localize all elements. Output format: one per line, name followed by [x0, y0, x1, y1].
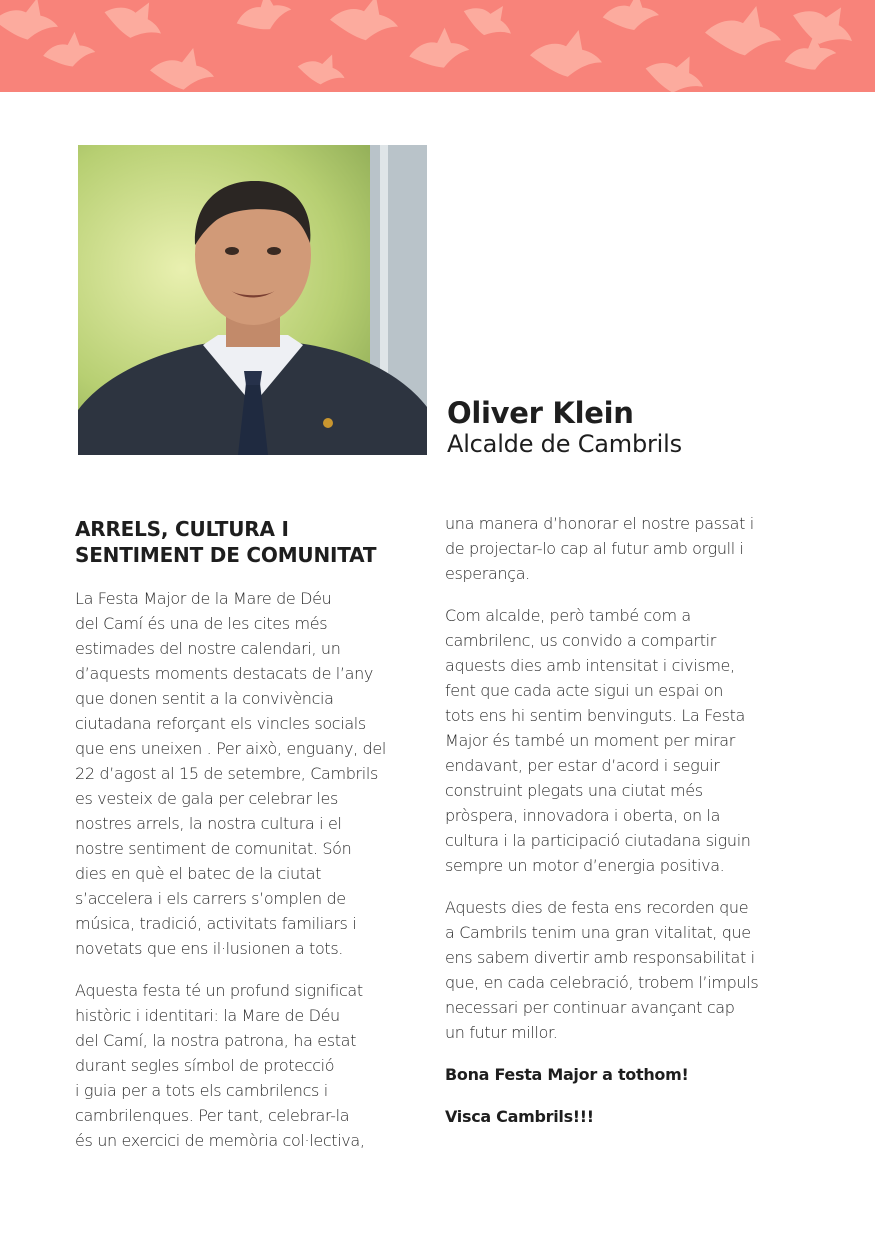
text-line: Major és també un moment per mirar	[445, 731, 735, 750]
article-column-left	[75, 516, 415, 1170]
article-column-right	[445, 511, 785, 1146]
portrait-photo	[78, 145, 427, 455]
text-line: que donen sentit a la convivència	[75, 689, 334, 708]
text-line: s’accelera i els carrers s’omplen de	[75, 889, 346, 908]
text-line: nostre sentiment de comunitat. Són	[75, 839, 352, 858]
text-line: una manera d’honorar el nostre passat i	[445, 514, 754, 533]
text-line: música, tradició, activitats familiars i	[75, 914, 357, 933]
heading-line: ARRELS, CULTURA I	[75, 517, 289, 541]
text-line: es vesteix de gala per celebrar les	[75, 789, 339, 808]
text-line: esperança.	[445, 564, 530, 583]
text-line: un futur millor.	[445, 1023, 558, 1042]
text-line: del Camí és una de les cites més	[75, 614, 328, 633]
text-line: cultura i la participació ciutadana siguin	[445, 831, 751, 850]
person-role: Alcalde de Cambrils	[447, 430, 682, 458]
header-banner	[0, 0, 875, 92]
text-line: endavant, per estar d’acord i seguir	[445, 756, 720, 775]
text-line: dies en què el batec de la ciutat	[75, 864, 322, 883]
text-line: estimades del nostre calendari, un	[75, 639, 341, 658]
text-line: és un exercici de memòria col·lectiva,	[75, 1131, 365, 1150]
text-line: tots ens hi sentim benvinguts. La Festa	[445, 706, 746, 725]
text-line: que ens uneixen . Per això, enguany, del	[75, 739, 386, 758]
paragraph	[445, 603, 785, 878]
text-line: del Camí, la nostra patrona, ha estat	[75, 1031, 357, 1050]
text-line: Aquesta festa té un profund significat	[75, 981, 363, 1000]
text-line: ens sabem divertir amb responsabilitat i	[445, 948, 755, 967]
text-line: La Festa Major de la Mare de Déu	[75, 589, 332, 608]
paragraph	[75, 978, 415, 1153]
article-heading	[75, 516, 415, 568]
text-line: ciutadana reforçant els vincles socials	[75, 714, 366, 733]
paragraph	[445, 511, 785, 586]
text-line: nostres arrels, la nostra cultura i el	[75, 814, 342, 833]
text-line: de projectar-lo cap al futur amb orgull i	[445, 539, 744, 558]
text-line: històric i identitari: la Mare de Déu	[75, 1006, 340, 1025]
text-line: aquests dies amb intensitat i civisme,	[445, 656, 735, 675]
text-line: pròspera, innovadora i oberta, on la	[445, 806, 721, 825]
closing-greeting: Bona Festa Major a tothom!	[445, 1065, 689, 1084]
paragraph	[75, 586, 415, 961]
closing-cheer: Visca Cambrils!!!	[445, 1107, 594, 1126]
heading-line: SENTIMENT DE COMUNITAT	[75, 543, 377, 567]
person-name: Oliver Klein	[447, 396, 634, 430]
text-line: sempre un motor d’energia positiva.	[445, 856, 725, 875]
text-line: novetats que ens il·lusionen a tots.	[75, 939, 344, 958]
text-line: Com alcalde, però també com a	[445, 606, 691, 625]
text-line: 22 d’agost al 15 de setembre, Cambrils	[75, 764, 378, 783]
text-line: d’aquests moments destacats de l’any	[75, 664, 374, 683]
text-line: necessari per continuar avançant cap	[445, 998, 735, 1017]
text-line: que, en cada celebració, trobem l’impuls	[445, 973, 759, 992]
text-line: fent que cada acte sigui un espai on	[445, 681, 724, 700]
bird-pattern	[0, 0, 875, 92]
text-line: cambrilenques. Per tant, celebrar-la	[75, 1106, 350, 1125]
person-block	[447, 396, 847, 458]
text-line: durant segles símbol de protecció	[75, 1056, 335, 1075]
text-line: cambrilenc, us convido a compartir	[445, 631, 716, 650]
text-line: a Cambrils tenim una gran vitalitat, que	[445, 923, 751, 942]
text-line: i guia per a tots els cambrilencs i	[75, 1081, 328, 1100]
paragraph	[445, 895, 785, 1045]
text-line: construint plegats una ciutat més	[445, 781, 703, 800]
text-line: Aquests dies de festa ens recorden que	[445, 898, 749, 917]
